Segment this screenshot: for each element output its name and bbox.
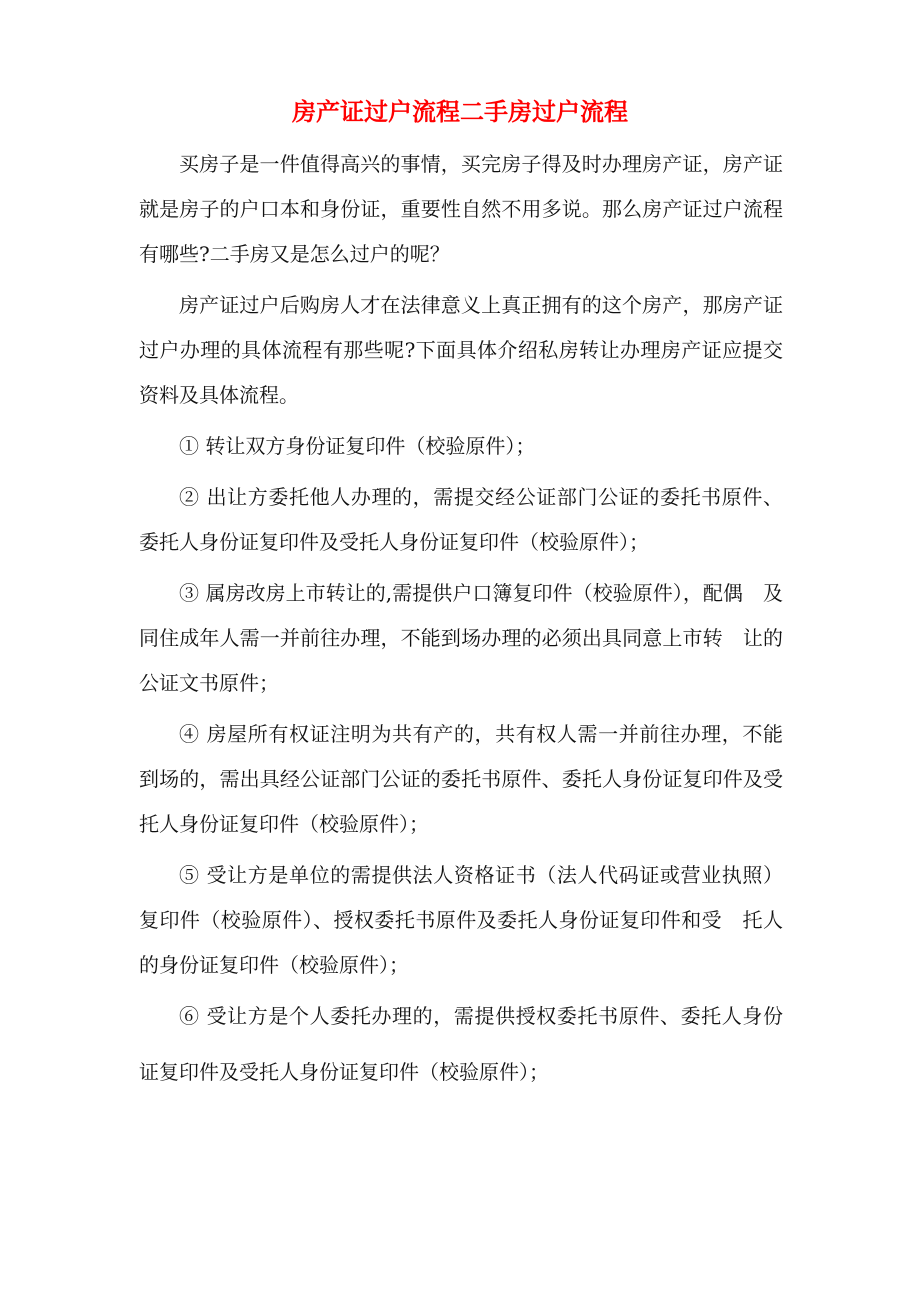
intro-paragraph: 买房子是一件值得高兴的事情，买完房子得及时办理房产证，房产证就是房子的户口本和身份证，重要性自然不用多说。那么房产证过户流程有哪些?二手房又是怎么过户的呢？ [139,152,783,266]
requirement-item-2: ② 出让方委托他人办理的，需提交经公证部门公证的委托书原件、委托人身份证复印件及受托人身份证复印件（校验原件）； [139,485,783,554]
requirement-item-4: ④ 房屋所有权证注明为共有产的，共有权人需一并前往办理，不能到场的，需出具经公证部门公证的委托书原件、委托人身份证复印件及受托人身份证复印件（校验原件）； [139,722,783,836]
requirement-item-1: ① 转让双方身份证复印件（校验原件）； [179,434,536,458]
document-title: 房产证过户流程二手房过户流程 [292,98,628,126]
requirement-item-6: ⑥ 受让方是个人委托办理的，需提供授权委托书原件、委托人身份证复印件及受托人身份证复印件（校验原件）； [139,1004,783,1084]
requirement-item-5: ⑤ 受让方是单位的需提供法人资格证书（法人代码证或营业执照）复印件（校验原件）、授权委托书原件及委托人身份证复印件和受 托人的身份证复印件（校验原件）； [139,863,783,977]
document-body [139,142,783,1106]
requirement-item-3: ③ 属房改房上市转让的,需提供户口簿复印件（校验原件），配偶 及同住成年人需一并前往办理，不能到场办理的必须出具同意上市转 让的公证文书原件； [139,581,783,695]
explanation-paragraph: 房产证过户后购房人才在法律意义上真正拥有的这个房产，那房产证过户办理的具体流程有那些呢?下面具体介绍私房转让办理房产证应提交资料及具体流程。 [139,293,783,407]
